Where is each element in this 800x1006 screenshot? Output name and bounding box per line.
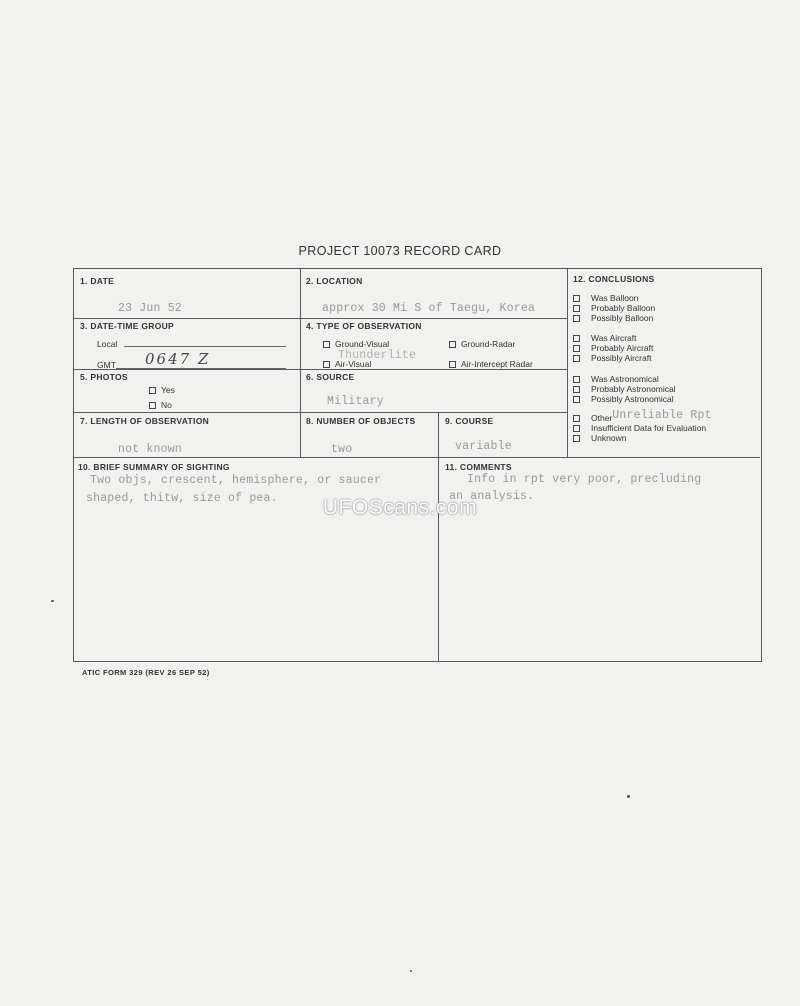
course-label: 9. COURSE bbox=[445, 416, 494, 426]
checkbox-icon bbox=[573, 386, 580, 393]
conclusion-option[interactable]: Probably Aircraft bbox=[573, 343, 653, 353]
type-of-observation-label: 4. TYPE OF OBSERVATION bbox=[306, 321, 422, 331]
conclusions-other-group bbox=[573, 409, 712, 443]
date-label: 1. DATE bbox=[80, 276, 115, 286]
column-divider bbox=[567, 269, 568, 457]
conclusion-option[interactable]: Possibly Aircraft bbox=[573, 353, 653, 363]
conclusion-option[interactable]: Was Aircraft bbox=[573, 333, 653, 343]
conclusion-option[interactable]: Insufficient Data for Evaluation bbox=[573, 423, 712, 433]
gmt-label: GMT bbox=[97, 360, 116, 370]
course-value: variable bbox=[455, 440, 512, 453]
conclusions-aircraft-group bbox=[573, 333, 653, 363]
option-air-intercept-radar[interactable]: Air-Intercept Radar bbox=[449, 359, 533, 369]
photos-no-option[interactable]: No bbox=[149, 400, 172, 410]
column-divider bbox=[438, 412, 439, 661]
row-divider bbox=[74, 412, 567, 413]
conclusion-option[interactable]: Was Balloon bbox=[573, 293, 655, 303]
scan-speck bbox=[51, 600, 54, 602]
checkbox-icon bbox=[573, 335, 580, 342]
checkbox-icon bbox=[149, 402, 156, 409]
card-title: PROJECT 10073 RECORD CARD bbox=[298, 244, 502, 258]
checkbox-icon bbox=[573, 345, 580, 352]
checkbox-icon bbox=[573, 355, 580, 362]
watermark: UFOScans.com bbox=[322, 496, 478, 519]
gmt-line bbox=[116, 368, 286, 369]
checkbox-icon bbox=[323, 341, 330, 348]
source-label: 6. SOURCE bbox=[306, 372, 355, 382]
conclusions-label: 12. CONCLUSIONS bbox=[573, 274, 655, 284]
conclusion-option[interactable]: Probably Astronomical bbox=[573, 384, 676, 394]
conclusion-option[interactable]: Was Astronomical bbox=[573, 374, 676, 384]
comments-line: Info in rpt very poor, precluding bbox=[467, 473, 702, 486]
conclusion-option[interactable]: Probably Balloon bbox=[573, 303, 655, 313]
summary-line: shaped, thitw, size of pea. bbox=[86, 492, 278, 505]
location-value: approx 30 Mi S of Taegu, Korea bbox=[322, 302, 536, 315]
checkbox-icon bbox=[573, 435, 580, 442]
checkbox-icon bbox=[573, 376, 580, 383]
location-label: 2. LOCATION bbox=[306, 276, 363, 286]
gmt-value: 0647 Z bbox=[145, 350, 211, 368]
conclusions-astronomical-group bbox=[573, 374, 676, 404]
conclusion-option[interactable]: Possibly Balloon bbox=[573, 313, 655, 323]
comments-line: an analysis. bbox=[449, 490, 535, 503]
row-divider bbox=[74, 457, 760, 458]
date-time-group-label: 3. DATE-TIME GROUP bbox=[80, 321, 175, 331]
scan-speck bbox=[410, 970, 412, 972]
checkbox-icon bbox=[573, 396, 580, 403]
checkbox-icon bbox=[449, 361, 456, 368]
conclusion-other-option[interactable]: OtherUnreliable Rpt bbox=[573, 413, 712, 423]
checkbox-icon bbox=[573, 315, 580, 322]
checkbox-icon bbox=[573, 425, 580, 432]
checkbox-icon bbox=[323, 361, 330, 368]
option-air-visual[interactable]: Air-Visual bbox=[323, 359, 371, 369]
photos-yes-option[interactable]: Yes bbox=[149, 385, 175, 395]
summary-label: 10. BRIEF SUMMARY OF SIGHTING bbox=[78, 462, 230, 472]
conclusion-other-value: Unreliable Rpt bbox=[612, 409, 712, 422]
form-number: ATIC FORM 329 (REV 26 SEP 52) bbox=[82, 668, 210, 677]
local-time-label: Local bbox=[97, 339, 118, 349]
checkbox-icon bbox=[149, 387, 156, 394]
checkbox-icon bbox=[573, 305, 580, 312]
source-value: Military bbox=[327, 395, 384, 408]
number-of-objects-label: 8. NUMBER OF OBJECTS bbox=[306, 416, 416, 426]
conclusion-option[interactable]: Unknown bbox=[573, 433, 712, 443]
conclusion-option[interactable]: Possibly Astronomical bbox=[573, 394, 676, 404]
option-ground-visual[interactable]: Ground-Visual bbox=[323, 339, 389, 349]
scan-speck bbox=[627, 795, 630, 798]
length-of-observation-value: not known bbox=[118, 443, 182, 456]
option-ground-radar[interactable]: Ground-Radar bbox=[449, 339, 515, 349]
conclusions-balloon-group bbox=[573, 293, 655, 323]
number-of-objects-value: two bbox=[331, 443, 353, 456]
photos-label: 5. PHOTOS bbox=[80, 372, 128, 382]
checkbox-icon bbox=[449, 341, 456, 348]
checkbox-icon bbox=[573, 415, 580, 422]
row-divider bbox=[74, 369, 567, 370]
checkbox-icon bbox=[573, 295, 580, 302]
date-value: 23 Jun 52 bbox=[118, 302, 182, 315]
row-divider bbox=[74, 318, 567, 319]
comments-label: 11. COMMENTS bbox=[445, 462, 512, 472]
column-divider bbox=[300, 269, 301, 457]
summary-line: Two objs, crescent, hemisphere, or saucer bbox=[90, 474, 382, 487]
local-time-line bbox=[124, 346, 286, 347]
length-of-observation-label: 7. LENGTH OF OBSERVATION bbox=[80, 416, 210, 426]
observation-typed-note: Thunderlite bbox=[338, 349, 417, 362]
